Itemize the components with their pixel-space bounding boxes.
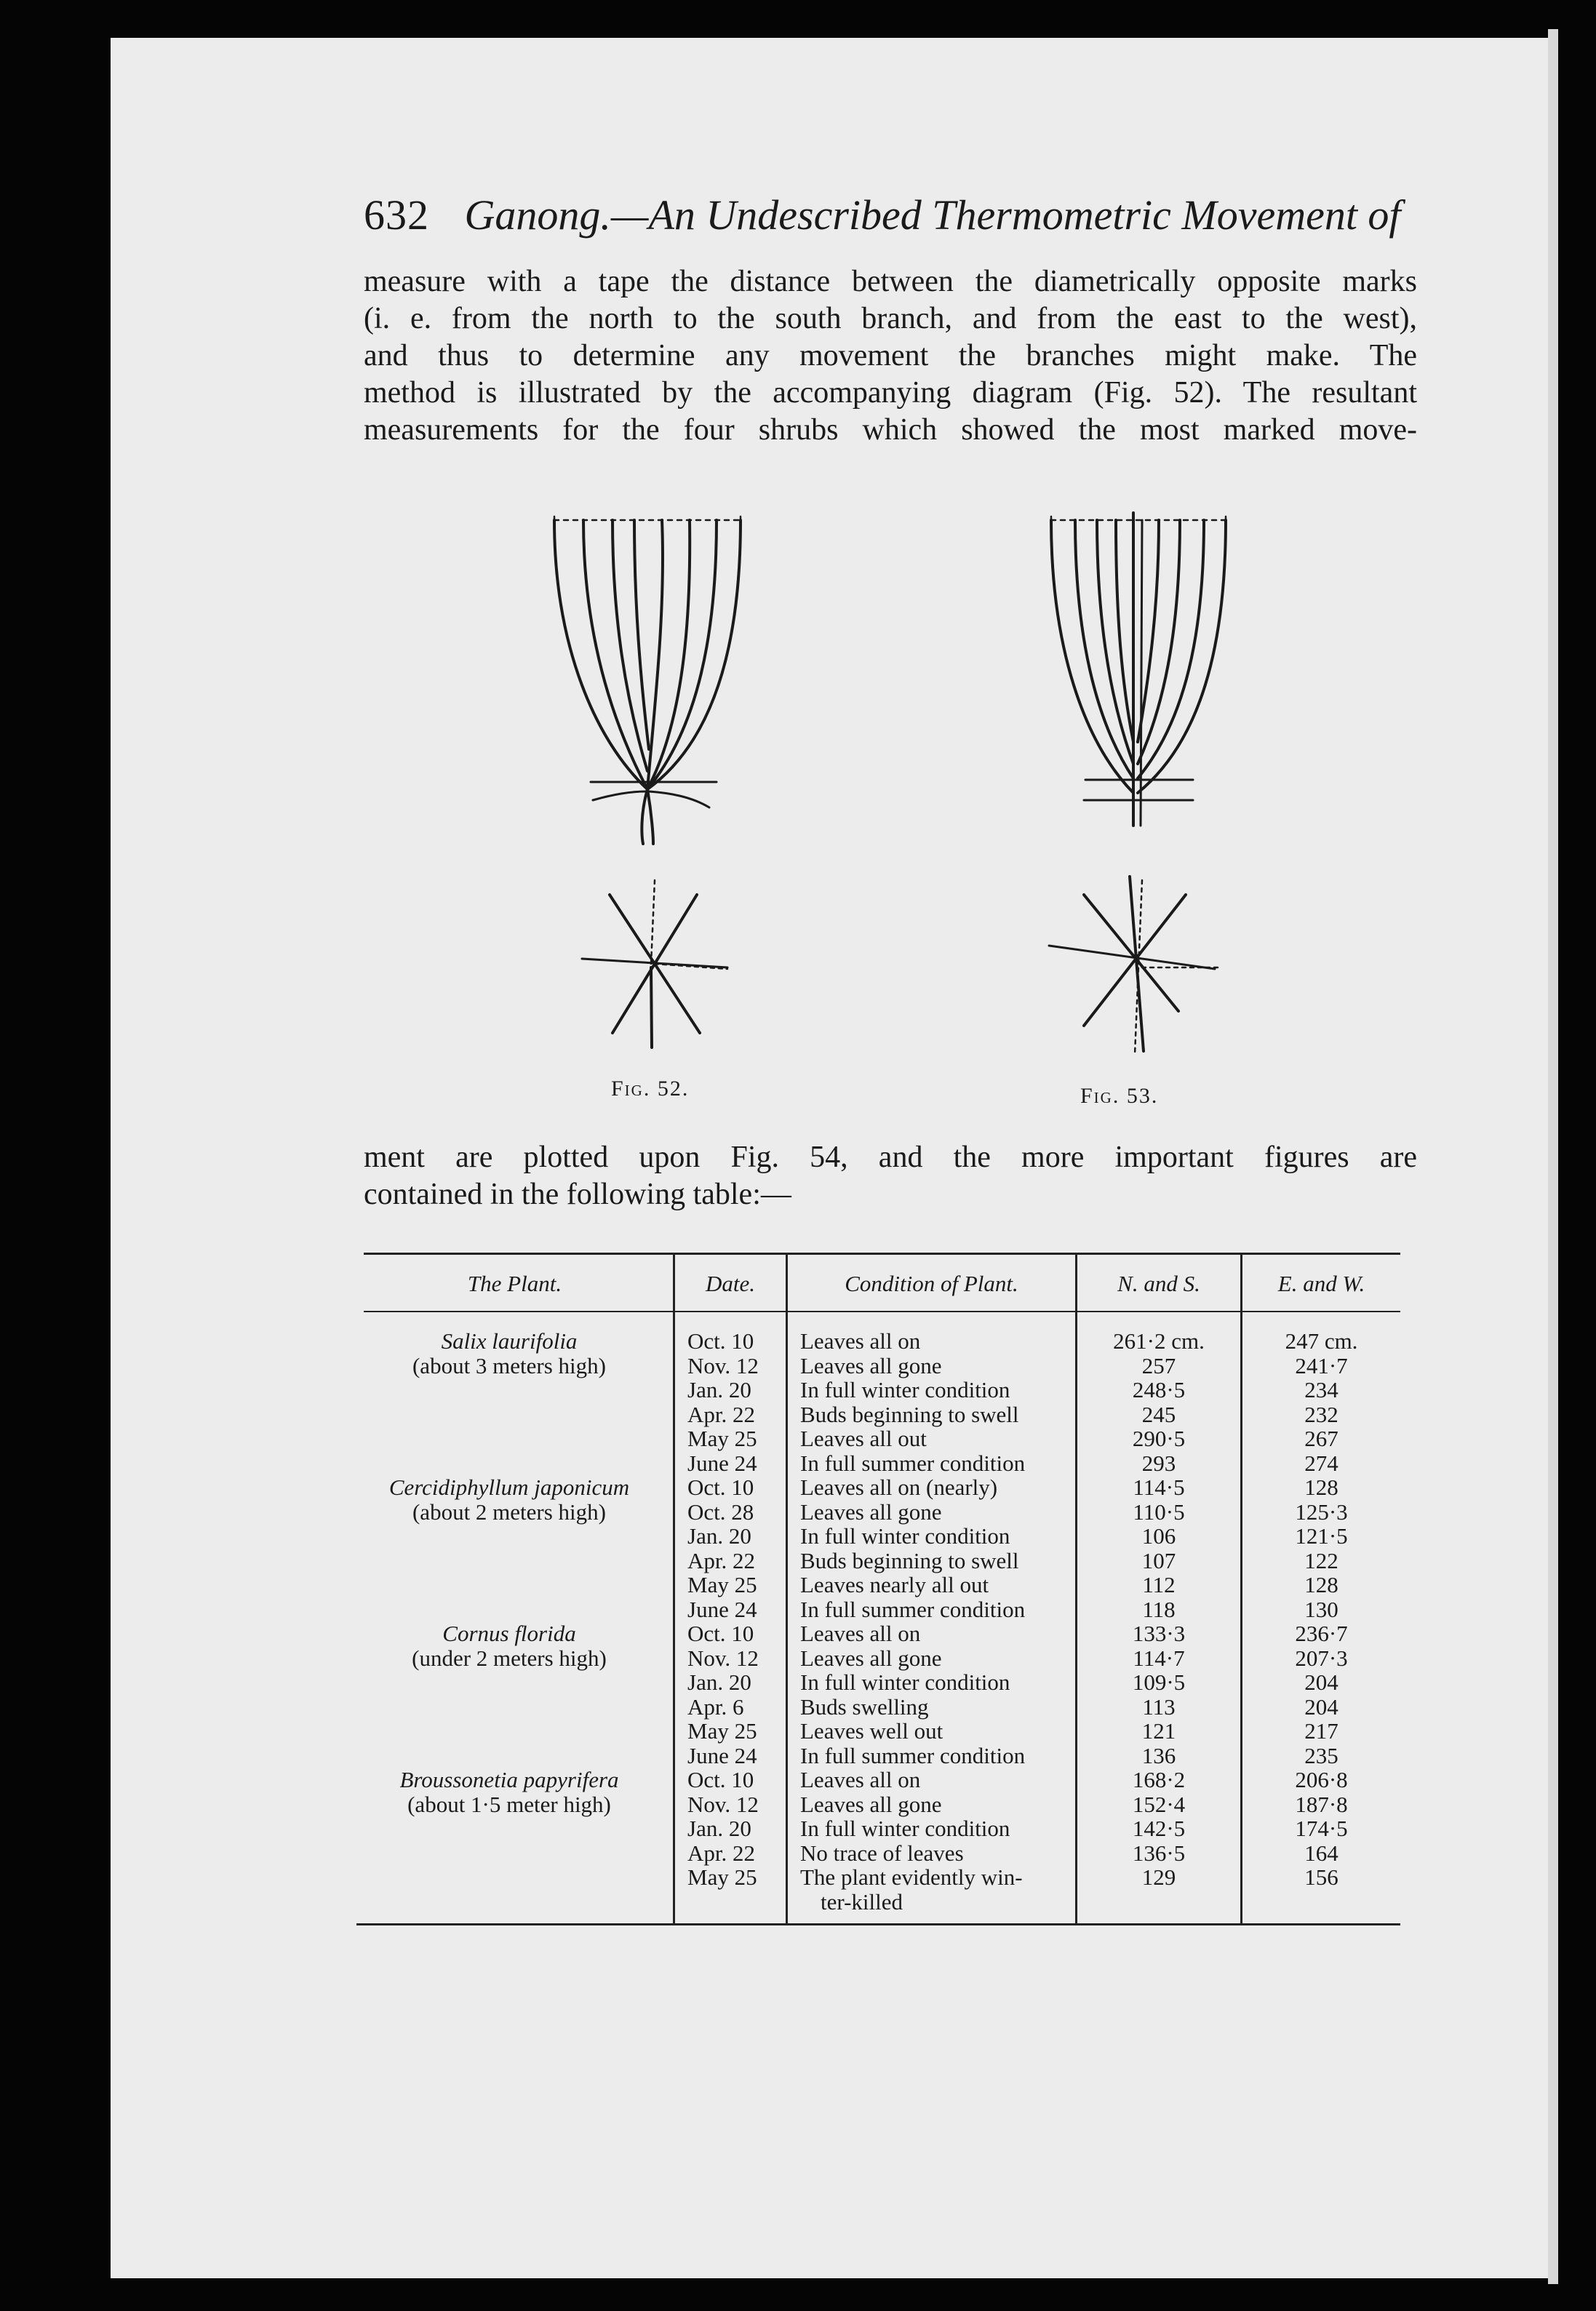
table-cell-ew: 187·8 — [1295, 1791, 1348, 1817]
table-cell-date: Apr. 22 — [687, 1401, 755, 1427]
running-header — [364, 191, 1401, 256]
table-cell-condition: Leaves all on — [800, 1328, 921, 1354]
table-cell-ns: 114·7 — [1133, 1645, 1185, 1671]
table-cell-condition: In full summer condition — [800, 1450, 1026, 1476]
table-cell-condition: Leaves all on — [800, 1767, 921, 1792]
table-cell-date: Oct. 28 — [687, 1498, 754, 1525]
table-cell-ns: 107 — [1141, 1547, 1176, 1573]
table-cell-ew: 241·7 — [1295, 1352, 1348, 1378]
table-cell-ew: 174·5 — [1295, 1816, 1348, 1841]
figures-area — [509, 502, 1309, 1120]
col-divider — [673, 1253, 675, 1923]
table-cell-ns: 109·5 — [1132, 1669, 1186, 1695]
table-cell-condition: In full summer condition — [800, 1596, 1026, 1622]
ns-column — [1077, 1329, 1240, 1914]
table-cell-date: Jan. 20 — [687, 1523, 751, 1549]
table-cell-date: May 25 — [687, 1572, 757, 1597]
table-cell-ew: 232 — [1304, 1401, 1338, 1427]
fig53-star-top-view — [1049, 877, 1222, 1055]
table-cell-ew: 128 — [1304, 1572, 1338, 1597]
table-cell-ew: 207·3 — [1295, 1645, 1348, 1671]
table-cell-ew: 204 — [1304, 1693, 1338, 1720]
table-cell-ew: 125·3 — [1295, 1498, 1348, 1525]
table-cell-condition: Leaves all out — [800, 1426, 927, 1451]
table-cell-condition: Leaves all gone — [800, 1352, 942, 1378]
fig52-star-top-view — [582, 880, 727, 1047]
table-cell-ns: 257 — [1141, 1352, 1176, 1378]
plant-height: (about 1·5 meter high) — [407, 1791, 611, 1817]
table-cell-condition: Leaves all gone — [800, 1791, 942, 1817]
table-cell-date: Apr. 6 — [687, 1693, 744, 1720]
table-cell-condition: In full winter condition — [800, 1669, 1010, 1695]
table-cell-ns: 142·5 — [1132, 1816, 1186, 1841]
ew-column — [1242, 1329, 1400, 1914]
running-title: Ganong.—An Undescribed Thermometric Movement of — [464, 191, 1401, 239]
table-cell-date: June 24 — [687, 1742, 757, 1768]
paragraph-line: ment are plotted upon Fig. 54, and the more important figures are — [364, 1141, 1417, 1174]
plant-entry — [356, 1621, 662, 1670]
paragraph-line: method is illustrated by the accompanying diagram (Fig. 52). The resultant — [364, 376, 1417, 410]
table-cell-condition: ter-killed — [821, 1888, 903, 1915]
paragraph-line: measurements for the four shrubs which showed the most marked move- — [364, 413, 1417, 447]
fig52-caption: Fig. 52. — [611, 1077, 690, 1101]
table-cell-ns: 261·2 cm. — [1113, 1328, 1205, 1354]
table-cell-date: Jan. 20 — [687, 1377, 751, 1402]
plant-entry — [356, 1329, 662, 1378]
table-cell-condition: In full winter condition — [800, 1523, 1010, 1549]
plant-height: (about 3 meters high) — [412, 1352, 606, 1378]
table-top-rule — [364, 1253, 1400, 1255]
table-cell-ns: 248·5 — [1132, 1377, 1186, 1402]
table-cell-date: Jan. 20 — [687, 1816, 751, 1841]
paragraph-1 — [364, 263, 1417, 449]
table-cell-ew: 121·5 — [1295, 1523, 1348, 1549]
header-ns: N. and S. — [1117, 1271, 1200, 1296]
header-date: Date. — [705, 1271, 755, 1296]
table-cell-condition: In full summer condition — [800, 1742, 1026, 1768]
table-cell-ns: 121 — [1141, 1718, 1176, 1744]
table-cell-ew: 128 — [1304, 1474, 1338, 1500]
table-cell-date: Oct. 10 — [687, 1767, 754, 1792]
plant-name: Cercidiphyllum japonicum — [388, 1474, 630, 1500]
page-edge — [1548, 29, 1558, 2284]
table-cell-ns: 168·2 — [1132, 1767, 1186, 1792]
table-cell-date: Nov. 12 — [687, 1352, 759, 1378]
table-cell-ew: 247 cm. — [1285, 1328, 1358, 1354]
page-number: 632 — [364, 191, 429, 239]
table-cell-ns: 129 — [1141, 1864, 1176, 1890]
shrub-diagrams — [509, 502, 1309, 1120]
table-cell-ew — [1242, 1890, 1400, 1915]
table-cell-condition: No trace of leaves — [800, 1840, 964, 1866]
table-cell-condition: Leaves all gone — [800, 1498, 942, 1525]
paragraph-line: measure with a tape the distance between the diametrically opposite marks — [364, 265, 1417, 298]
table-cell-ns: 290·5 — [1132, 1426, 1186, 1451]
plant-entry — [356, 1768, 662, 1816]
table-cell-ew: 267 — [1304, 1426, 1338, 1451]
table-cell-ew: 122 — [1304, 1547, 1338, 1573]
table-cell-ew: 130 — [1304, 1596, 1338, 1622]
table-header-rule — [364, 1311, 1400, 1312]
table-cell-date: May 25 — [687, 1426, 757, 1451]
table-cell-date: Apr. 22 — [687, 1840, 755, 1866]
header-ew: E. and W. — [1277, 1271, 1365, 1296]
table-cell-condition: Leaves all gone — [800, 1645, 942, 1671]
table-cell-ns: 110·5 — [1133, 1498, 1185, 1525]
table-cell-condition: Leaves well out — [800, 1718, 943, 1744]
table-cell-ew: 164 — [1304, 1840, 1338, 1866]
table-cell-ew: 236·7 — [1295, 1621, 1348, 1646]
table-cell-date: Apr. 22 — [687, 1547, 755, 1573]
table-cell-date: May 25 — [687, 1718, 757, 1744]
table-cell-ns: 136·5 — [1132, 1840, 1186, 1866]
table-cell-condition: In full winter condition — [800, 1816, 1010, 1841]
table-cell-ns: 245 — [1141, 1401, 1176, 1427]
fig52-shrub-side-view — [554, 516, 741, 844]
table-cell-date: June 24 — [687, 1450, 757, 1476]
plant-name: Salix laurifolia — [441, 1328, 578, 1354]
plant-name: Cornus florida — [442, 1621, 576, 1646]
table-cell-ew: 274 — [1304, 1450, 1338, 1476]
table-cell-date: Nov. 12 — [687, 1645, 759, 1671]
table-cell-condition: Leaves all on — [800, 1621, 921, 1646]
table-cell-ew: 217 — [1304, 1718, 1338, 1744]
paragraph-2 — [364, 1139, 1417, 1213]
fig53-caption: Fig. 53. — [1080, 1084, 1159, 1108]
paragraph-line: (i. e. from the north to the south branch, and from the east to the west), — [364, 302, 1417, 335]
measurements-table — [356, 1253, 1400, 1925]
table-cell-ew: 204 — [1304, 1669, 1338, 1695]
table-cell-ew: 206·8 — [1295, 1767, 1348, 1792]
paragraph-line: and thus to determine any movement the branches might make. The — [364, 339, 1417, 372]
plant-name: Broussonetia papyrifera — [399, 1767, 619, 1792]
table-bottom-rule — [356, 1923, 1400, 1925]
date-column — [687, 1329, 759, 1914]
table-cell-condition: In full winter condition — [800, 1377, 1010, 1402]
table-cell-ns: 113 — [1142, 1693, 1176, 1720]
table-cell-ew: 235 — [1304, 1742, 1338, 1768]
table-cell-ns — [1077, 1890, 1240, 1915]
table-cell-date: June 24 — [687, 1596, 757, 1622]
table-cell-ns: 114·5 — [1133, 1474, 1185, 1500]
table-cell-condition: Buds swelling — [800, 1693, 929, 1720]
table-cell-condition: Buds beginning to swell — [800, 1401, 1019, 1427]
table-cell-ns: 106 — [1141, 1523, 1176, 1549]
table-cell-date: Oct. 10 — [687, 1474, 754, 1500]
fig53-shrub-side-view — [1051, 513, 1226, 826]
table-cell-date — [687, 1890, 759, 1915]
table-cell-condition: Leaves all on (nearly) — [800, 1474, 998, 1500]
table-cell-ns: 112 — [1142, 1572, 1176, 1597]
condition-column — [800, 1329, 1025, 1914]
table-cell-date: May 25 — [687, 1864, 757, 1890]
table-cell-date: Nov. 12 — [687, 1791, 759, 1817]
table-cell-date: Oct. 10 — [687, 1328, 754, 1354]
table-cell-ns: 118 — [1142, 1596, 1176, 1622]
table-cell-ns: 293 — [1141, 1450, 1176, 1476]
table-cell-ns: 133·3 — [1132, 1621, 1186, 1646]
header-condition: Condition of Plant. — [845, 1271, 1018, 1296]
plant-height: (under 2 meters high) — [412, 1645, 607, 1671]
col-divider — [786, 1253, 788, 1923]
table-cell-date: Oct. 10 — [687, 1621, 754, 1646]
paragraph-line: contained in the following table:— — [364, 1178, 791, 1211]
table-cell-ns: 136 — [1141, 1742, 1176, 1768]
table-cell-condition: Buds beginning to swell — [800, 1547, 1019, 1573]
table-cell-ns: 152·4 — [1132, 1791, 1186, 1817]
table-cell-ew: 234 — [1304, 1377, 1338, 1402]
table-cell-ew: 156 — [1304, 1864, 1338, 1890]
table-cell-date: Jan. 20 — [687, 1669, 751, 1695]
plant-height: (about 2 meters high) — [412, 1498, 606, 1525]
plant-entry — [356, 1475, 662, 1524]
header-plant: The Plant. — [467, 1271, 562, 1296]
table-cell-condition: Leaves nearly all out — [800, 1572, 989, 1597]
table-cell-condition: The plant evidently win- — [800, 1864, 1023, 1890]
